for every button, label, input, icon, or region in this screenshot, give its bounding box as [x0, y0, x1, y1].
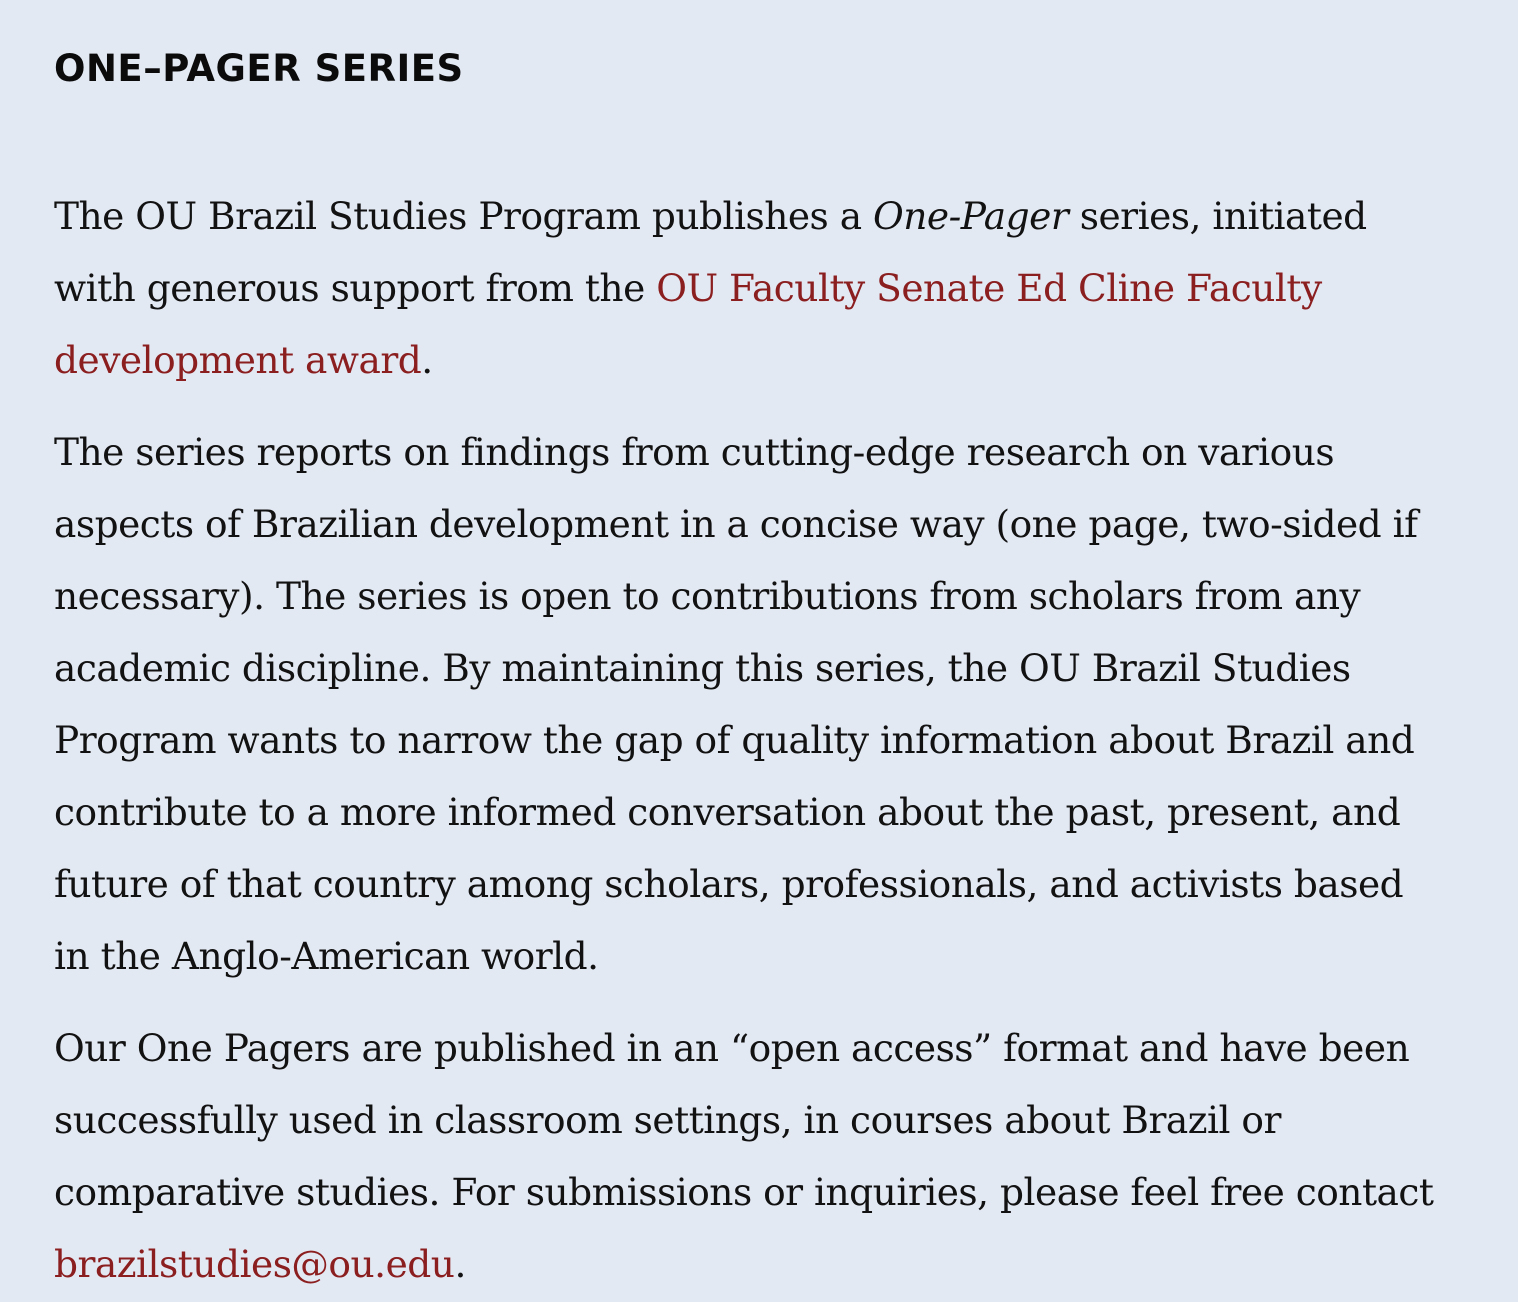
intro-text-after: .	[421, 338, 433, 382]
access-text-before: Our One Pagers are published in an “open access” format and have been successfully used in classroom settings, in courses about Brazil or comparative studies. For submissions or inquiries, please feel free contact	[54, 1026, 1434, 1214]
intro-paragraph	[54, 180, 1438, 396]
section-heading: ONE–PAGER SERIES	[54, 47, 464, 90]
intro-text-before: The OU Brazil Studies Program publishes a	[54, 194, 873, 238]
description-paragraph: The series reports on findings from cutting-edge research on various aspects of Brazilian development in a concise way (one page, two-sided if necessary). The series is open to contributions from scholars from any academic discipline. By maintaining this series, the OU Brazil Studies Program wants to narrow the gap of quality information about Brazil and contribute to a more informed conversation about the past, present, and future of that country among scholars, professionals, and activists based in the Anglo-American world.	[54, 430, 1418, 978]
contact-email-link[interactable]: brazilstudies@ou.edu	[54, 1242, 455, 1286]
access-paragraph	[54, 1012, 1438, 1300]
one-pager-italic: One-Pager	[873, 194, 1069, 238]
intro-text-middle: series, initiated with generous support from the	[54, 194, 1367, 310]
access-text-after: .	[454, 1242, 466, 1286]
faculty-award-link[interactable]: OU Faculty Senate Ed Cline Faculty development award	[54, 266, 1322, 382]
